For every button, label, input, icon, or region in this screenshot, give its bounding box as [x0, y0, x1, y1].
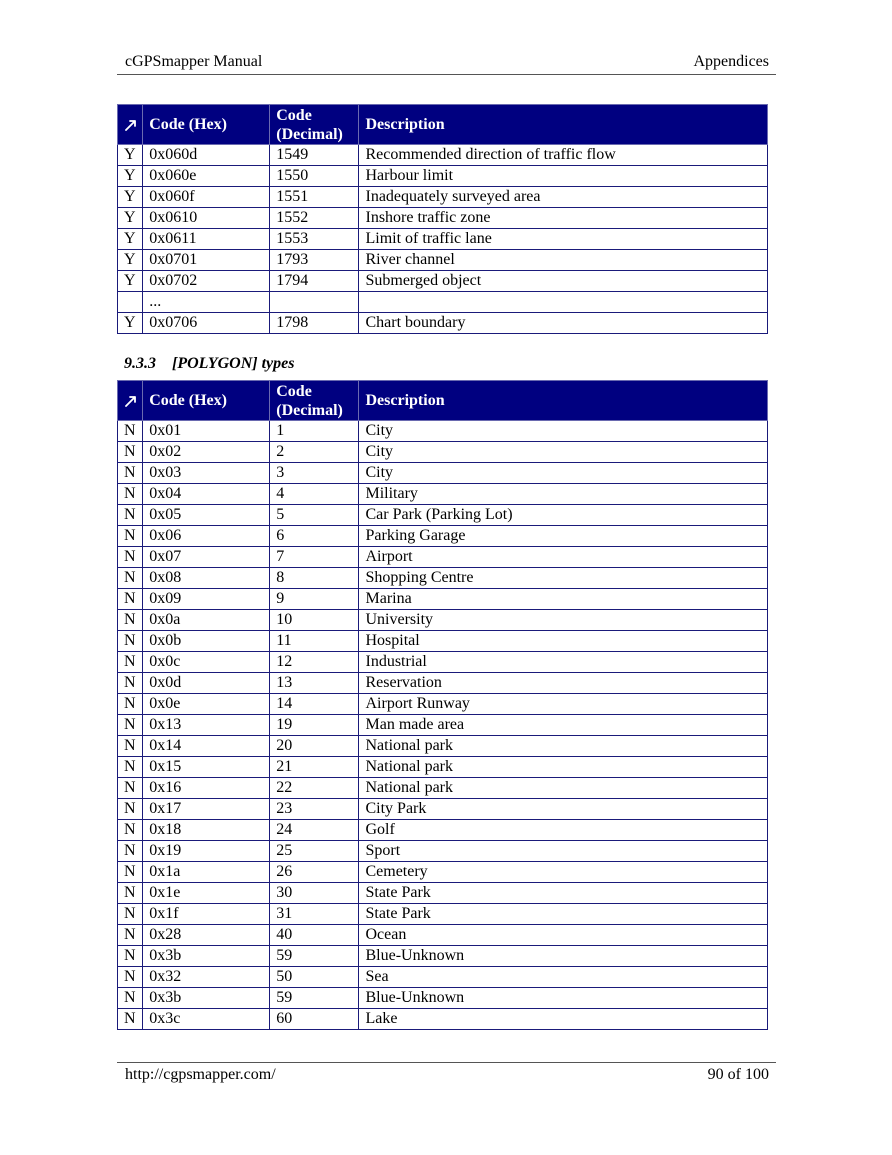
decimal-code-cell: 11 — [270, 631, 359, 652]
hex-code-cell: 0x3c — [143, 1009, 270, 1030]
routable-cell: N — [118, 631, 143, 652]
hex-code-cell: 0x17 — [143, 799, 270, 820]
hex-code-cell: 0x02 — [143, 442, 270, 463]
table-row — [118, 271, 768, 292]
table-row — [118, 757, 768, 778]
description-cell: National park — [359, 778, 768, 799]
description-cell: Blue-Unknown — [359, 988, 768, 1009]
description-cell: Ocean — [359, 925, 768, 946]
decimal-code-cell: 59 — [270, 988, 359, 1009]
table-row — [118, 442, 768, 463]
decimal-code-cell: 1553 — [270, 229, 359, 250]
table-row — [118, 967, 768, 988]
table-row — [118, 421, 768, 442]
description-cell: Harbour limit — [359, 166, 768, 187]
routable-cell: N — [118, 883, 143, 904]
description-cell: City — [359, 463, 768, 484]
routable-cell: N — [118, 841, 143, 862]
hex-code-cell: ... — [143, 292, 270, 313]
chapter-title: Appendices — [693, 53, 769, 70]
routable-cell — [118, 292, 143, 313]
description-cell: Shopping Centre — [359, 568, 768, 589]
decimal-column-header: Code (Decimal) — [270, 105, 359, 145]
table-body — [118, 145, 768, 334]
document-title: cGPSmapper Manual — [125, 53, 263, 70]
routable-cell: N — [118, 652, 143, 673]
description-cell: National park — [359, 736, 768, 757]
hex-code-cell: 0x0706 — [143, 313, 270, 334]
decimal-code-cell: 13 — [270, 673, 359, 694]
decimal-code-cell: 12 — [270, 652, 359, 673]
hex-code-cell: 0x32 — [143, 967, 270, 988]
hex-code-cell: 0x0701 — [143, 250, 270, 271]
routable-cell: N — [118, 862, 143, 883]
table-row — [118, 715, 768, 736]
description-cell: Inadequately surveyed area — [359, 187, 768, 208]
decimal-code-cell: 60 — [270, 1009, 359, 1030]
decimal-code-cell: 1794 — [270, 271, 359, 292]
description-cell: Blue-Unknown — [359, 946, 768, 967]
hex-code-cell: 0x16 — [143, 778, 270, 799]
decimal-code-cell: 20 — [270, 736, 359, 757]
routable-cell: N — [118, 736, 143, 757]
description-cell: River channel — [359, 250, 768, 271]
table-row — [118, 799, 768, 820]
hex-code-cell: 0x1f — [143, 904, 270, 925]
description-cell: Recommended direction of traffic flow — [359, 145, 768, 166]
description-column-header: Description — [359, 105, 768, 145]
table-row — [118, 145, 768, 166]
hex-column-header: Code (Hex) — [143, 105, 270, 145]
table-row — [118, 673, 768, 694]
description-cell: Lake — [359, 1009, 768, 1030]
table-row — [118, 631, 768, 652]
decimal-code-cell: 1550 — [270, 166, 359, 187]
routable-cell: Y — [118, 271, 143, 292]
hex-code-cell: 0x01 — [143, 421, 270, 442]
description-cell: City Park — [359, 799, 768, 820]
arrow-icon — [124, 394, 138, 408]
decimal-code-cell: 30 — [270, 883, 359, 904]
description-cell: State Park — [359, 883, 768, 904]
hex-code-cell: 0x0c — [143, 652, 270, 673]
routable-cell: N — [118, 694, 143, 715]
description-cell: Airport — [359, 547, 768, 568]
hex-code-cell: 0x05 — [143, 505, 270, 526]
hex-code-cell: 0x19 — [143, 841, 270, 862]
table-row — [118, 250, 768, 271]
routable-cell: Y — [118, 166, 143, 187]
decimal-code-cell: 6 — [270, 526, 359, 547]
description-cell: Airport Runway — [359, 694, 768, 715]
description-cell: Chart boundary — [359, 313, 768, 334]
table-row — [118, 568, 768, 589]
section-number: 9.3.3 — [124, 355, 156, 372]
decimal-code-cell: 14 — [270, 694, 359, 715]
routable-cell: N — [118, 757, 143, 778]
table-row — [118, 187, 768, 208]
decimal-code-cell: 1 — [270, 421, 359, 442]
hex-code-cell: 0x06 — [143, 526, 270, 547]
table-row — [118, 988, 768, 1009]
decimal-code-cell: 1552 — [270, 208, 359, 229]
decimal-code-cell: 31 — [270, 904, 359, 925]
hex-code-cell: 0x09 — [143, 589, 270, 610]
description-cell: Sport — [359, 841, 768, 862]
page-footer — [117, 1062, 776, 1083]
routable-cell: N — [118, 946, 143, 967]
hex-code-cell: 0x3b — [143, 946, 270, 967]
description-cell: Limit of traffic lane — [359, 229, 768, 250]
routable-cell: N — [118, 967, 143, 988]
table-row — [118, 505, 768, 526]
hex-code-cell: 0x3b — [143, 988, 270, 1009]
hex-code-cell: 0x060d — [143, 145, 270, 166]
description-column-header: Description — [359, 381, 768, 421]
routable-cell: Y — [118, 250, 143, 271]
description-cell: Cemetery — [359, 862, 768, 883]
routable-cell: N — [118, 925, 143, 946]
routable-cell: Y — [118, 187, 143, 208]
hex-code-cell: 0x060e — [143, 166, 270, 187]
table-header-row — [118, 105, 768, 145]
decimal-code-cell: 23 — [270, 799, 359, 820]
routable-cell: N — [118, 778, 143, 799]
decimal-code-cell: 1551 — [270, 187, 359, 208]
table-row — [118, 946, 768, 967]
table-row — [118, 841, 768, 862]
routable-cell: N — [118, 589, 143, 610]
line-types-table — [117, 104, 768, 334]
table-row — [118, 883, 768, 904]
decimal-code-cell: 59 — [270, 946, 359, 967]
table-row — [118, 463, 768, 484]
description-cell: Marina — [359, 589, 768, 610]
description-cell: Reservation — [359, 673, 768, 694]
description-cell: Golf — [359, 820, 768, 841]
decimal-code-cell: 40 — [270, 925, 359, 946]
decimal-code-cell: 1798 — [270, 313, 359, 334]
table-row — [118, 652, 768, 673]
table-row — [118, 547, 768, 568]
table-row — [118, 610, 768, 631]
hex-code-cell: 0x15 — [143, 757, 270, 778]
hex-code-cell: 0x0e — [143, 694, 270, 715]
table-row — [118, 313, 768, 334]
table-row — [118, 1009, 768, 1030]
decimal-code-cell: 25 — [270, 841, 359, 862]
arrow-icon — [124, 118, 138, 132]
description-cell: City — [359, 442, 768, 463]
table-row — [118, 694, 768, 715]
hex-code-cell: 0x07 — [143, 547, 270, 568]
page-header — [117, 52, 776, 75]
routable-cell: N — [118, 547, 143, 568]
decimal-code-cell: 7 — [270, 547, 359, 568]
table-row — [118, 208, 768, 229]
description-cell: City — [359, 421, 768, 442]
routable-cell: N — [118, 1009, 143, 1030]
description-cell: Military — [359, 484, 768, 505]
description-cell: National park — [359, 757, 768, 778]
decimal-code-cell: 1793 — [270, 250, 359, 271]
hex-code-cell: 0x03 — [143, 463, 270, 484]
routable-cell: N — [118, 820, 143, 841]
decimal-code-cell: 50 — [270, 967, 359, 988]
routable-cell: N — [118, 715, 143, 736]
routable-cell: N — [118, 484, 143, 505]
routable-cell: N — [118, 463, 143, 484]
website-link[interactable]: http://cgpsmapper.com/ — [125, 1066, 276, 1083]
table-header-row — [118, 381, 768, 421]
description-cell: Parking Garage — [359, 526, 768, 547]
table-row — [118, 904, 768, 925]
hex-column-header: Code (Hex) — [143, 381, 270, 421]
routable-cell: N — [118, 610, 143, 631]
hex-code-cell: 0x0611 — [143, 229, 270, 250]
table-row — [118, 526, 768, 547]
decimal-code-cell: 21 — [270, 757, 359, 778]
routable-cell: Y — [118, 208, 143, 229]
routable-cell: N — [118, 442, 143, 463]
description-cell: University — [359, 610, 768, 631]
hex-code-cell: 0x0702 — [143, 271, 270, 292]
routable-cell: N — [118, 568, 143, 589]
hex-code-cell: 0x0d — [143, 673, 270, 694]
routable-column-header — [118, 381, 143, 421]
hex-code-cell: 0x13 — [143, 715, 270, 736]
table-row — [118, 736, 768, 757]
hex-code-cell: 0x04 — [143, 484, 270, 505]
routable-cell: N — [118, 526, 143, 547]
decimal-code-cell: 10 — [270, 610, 359, 631]
table-row — [118, 589, 768, 610]
table-row — [118, 778, 768, 799]
description-cell: Submerged object — [359, 271, 768, 292]
decimal-code-cell: 24 — [270, 820, 359, 841]
table-body — [118, 421, 768, 1030]
table-row — [118, 229, 768, 250]
table-row — [118, 292, 768, 313]
hex-code-cell: 0x0610 — [143, 208, 270, 229]
routable-cell: N — [118, 673, 143, 694]
section-heading — [124, 355, 294, 373]
routable-column-header — [118, 105, 143, 145]
table-row — [118, 862, 768, 883]
routable-cell: N — [118, 988, 143, 1009]
description-cell: Hospital — [359, 631, 768, 652]
decimal-code-cell: 26 — [270, 862, 359, 883]
decimal-code-cell: 22 — [270, 778, 359, 799]
decimal-code-cell: 9 — [270, 589, 359, 610]
hex-code-cell: 0x28 — [143, 925, 270, 946]
description-cell: Man made area — [359, 715, 768, 736]
section-title: [POLYGON] types — [172, 355, 295, 372]
description-cell: Industrial — [359, 652, 768, 673]
routable-cell: Y — [118, 313, 143, 334]
hex-code-cell: 0x1e — [143, 883, 270, 904]
description-cell: State Park — [359, 904, 768, 925]
routable-cell: N — [118, 505, 143, 526]
decimal-code-cell: 3 — [270, 463, 359, 484]
decimal-code-cell — [270, 292, 359, 313]
hex-code-cell: 0x08 — [143, 568, 270, 589]
decimal-code-cell: 19 — [270, 715, 359, 736]
hex-code-cell: 0x14 — [143, 736, 270, 757]
routable-cell: N — [118, 421, 143, 442]
routable-cell: N — [118, 799, 143, 820]
routable-cell: Y — [118, 229, 143, 250]
hex-code-cell: 0x060f — [143, 187, 270, 208]
routable-cell: Y — [118, 145, 143, 166]
hex-code-cell: 0x0b — [143, 631, 270, 652]
table-row — [118, 925, 768, 946]
hex-code-cell: 0x18 — [143, 820, 270, 841]
decimal-code-cell: 2 — [270, 442, 359, 463]
decimal-column-header: Code (Decimal) — [270, 381, 359, 421]
table-row — [118, 484, 768, 505]
description-cell: Sea — [359, 967, 768, 988]
table-row — [118, 166, 768, 187]
description-cell: Inshore traffic zone — [359, 208, 768, 229]
page-number: 90 of 100 — [707, 1066, 769, 1083]
decimal-code-cell: 8 — [270, 568, 359, 589]
hex-code-cell: 0x0a — [143, 610, 270, 631]
description-cell: Car Park (Parking Lot) — [359, 505, 768, 526]
decimal-code-cell: 4 — [270, 484, 359, 505]
decimal-code-cell: 5 — [270, 505, 359, 526]
table-row — [118, 820, 768, 841]
polygon-types-table — [117, 380, 768, 1030]
routable-cell: N — [118, 904, 143, 925]
description-cell — [359, 292, 768, 313]
decimal-code-cell: 1549 — [270, 145, 359, 166]
hex-code-cell: 0x1a — [143, 862, 270, 883]
